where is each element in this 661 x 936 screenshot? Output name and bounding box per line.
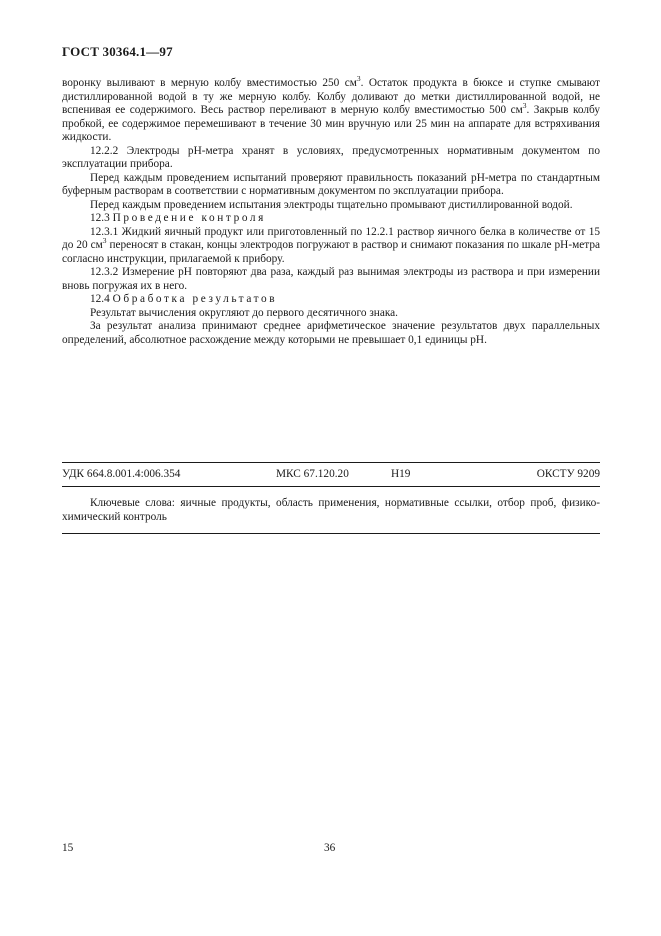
paragraph-12-2-2: 12.2.2 Электроды pH-метра хранят в условиях, предусмотренных нормативным документом по эксплуатации прибора. bbox=[62, 144, 600, 170]
paragraph-12-3-2: 12.3.2 Измерение pH повторяют два раза, каждый раз вынимая электроды из раствора и при измерении вновь погружая их в него. bbox=[62, 266, 600, 292]
section-heading-12-3: 12.3 Проведение контроля bbox=[90, 212, 266, 224]
group-code: Н19 bbox=[391, 468, 411, 480]
classification-row bbox=[62, 468, 600, 482]
document-body bbox=[62, 74, 600, 347]
document-header: ГОСТ 30364.1—97 bbox=[62, 44, 173, 59]
paragraph-result: За результат анализа принимают среднее арифметическое значение результатов двух параллельных определений, абсолютное расхождение между которыми не превышает 0,1 единицы pH. bbox=[62, 320, 600, 346]
section-heading-12-4: 12.4 Обработка результатов bbox=[90, 293, 278, 305]
divider-middle bbox=[62, 486, 600, 487]
paragraph-rounding: Результат вычисления округляют до первого десятичного знака. bbox=[90, 306, 399, 319]
divider-top bbox=[62, 462, 600, 463]
keywords: Ключевые слова: яичные продукты, область применения, нормативные ссылки, отбор проб, физико-химический контроль bbox=[62, 497, 600, 523]
udk-code: УДК 664.8.001.4:006.354 bbox=[62, 468, 181, 480]
page-number-left: 15 bbox=[62, 842, 74, 854]
paragraph-ph-check: Перед каждым проведением испытаний проверяют правильность показаний pH-метра по стандартным буферным растворам в соответствии с нормативным документом по эксплуатации прибора. bbox=[62, 171, 600, 197]
okstu-code: ОКСТУ 9209 bbox=[536, 468, 600, 480]
paragraph-electrode-rinse: Перед каждым проведением испытания электроды тщательно промывают дистиллированной водой. bbox=[90, 198, 573, 211]
mks-code: МКС 67.120.20 bbox=[276, 468, 349, 480]
page-number-center: 36 bbox=[324, 842, 336, 854]
divider-bottom bbox=[62, 533, 600, 534]
paragraph-volumetric-flask: воронку выливают в мерную колбу вместимостью 250 $см^3$. Остаток продукта в бюксе и ступке смывают дистиллированной водой в ту же мерную колбу. Колбу доливают до метки дистиллированной водой, не вспенивая ее содержимого. Весь раствор переливают в мерную колбу вместимостью 500 $см^3$. Закрыв колбу пробкой, ее содержимое перемешивают в течение 30 мин вручную или 25 мин на аппарате для встряхивания жидкости. bbox=[62, 74, 600, 143]
paragraph-12-3-1: 12.3.1 Жидкий яичный продукт или приготовленный по 12.2.1 раствор яичного белка в количестве от 15 до 20 $см^3$ переносят в стакан, концы электродов погружают в раствор и снимают показания по шкале pH-метра согласно инструкции, прилагаемой к прибору. bbox=[62, 225, 600, 265]
